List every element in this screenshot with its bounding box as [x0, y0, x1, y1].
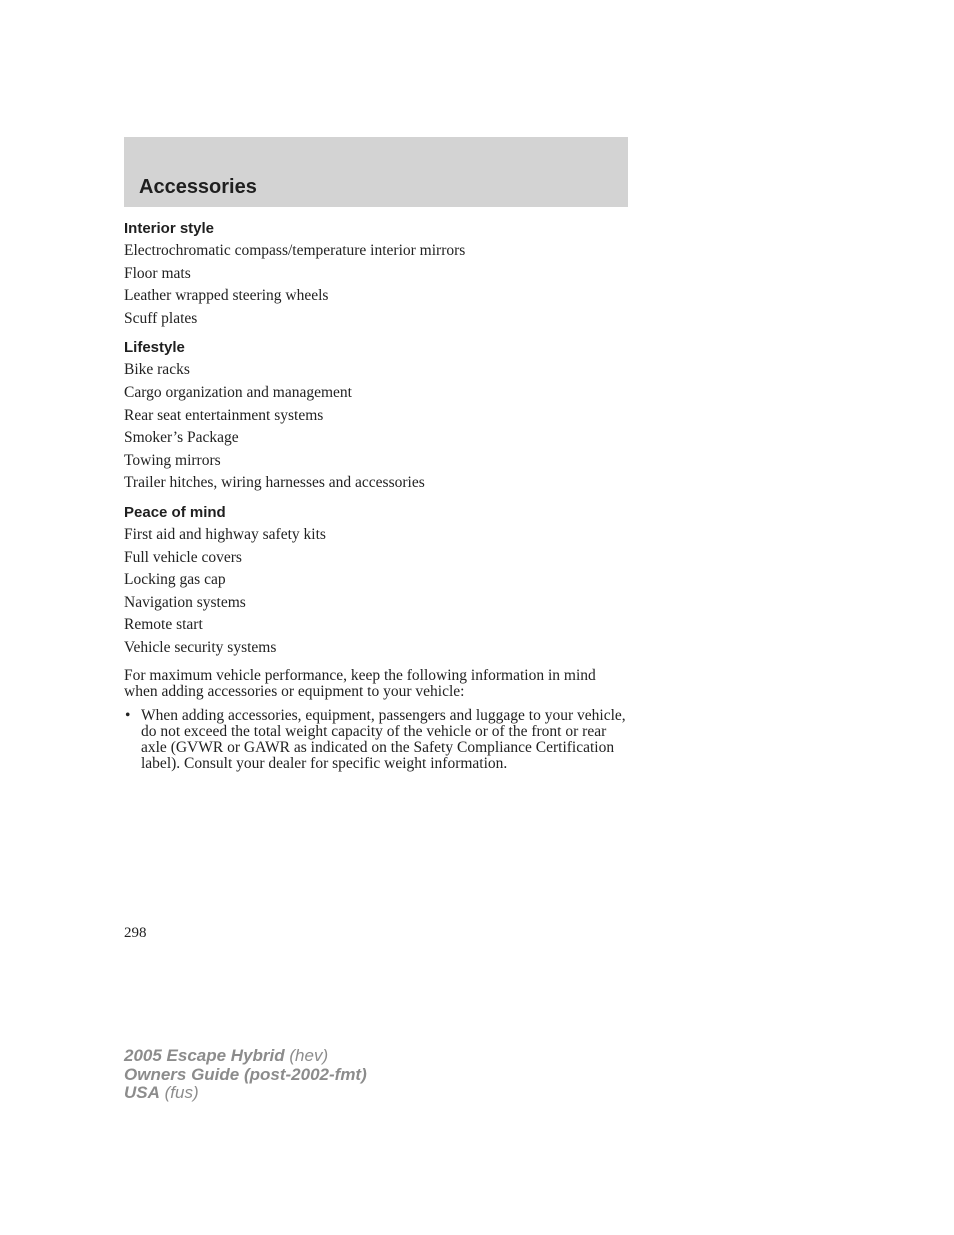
section-lifestyle	[124, 337, 629, 495]
list-item: Smoker’s Package	[124, 429, 239, 447]
page-title: Accessories	[139, 176, 257, 198]
list-item: Trailer hitches, wiring harnesses and accessories	[124, 474, 425, 492]
list-item: Navigation systems	[124, 593, 246, 611]
intro-paragraph: For maximum vehicle performance, keep the following information in mind when adding accessories or equipment to your vehicle:	[124, 666, 596, 700]
section-heading: Lifestyle	[124, 339, 185, 357]
footer-market: USA	[124, 1083, 160, 1102]
footer-line-1	[124, 1047, 367, 1066]
list-item: Rear seat entertainment systems	[124, 406, 324, 424]
footer-model-code: (hev)	[289, 1046, 329, 1065]
section-peace-of-mind	[124, 502, 629, 660]
section-header-band	[124, 137, 628, 207]
footer-line-2	[124, 1066, 367, 1085]
list-item: First aid and highway safety kits	[124, 525, 326, 543]
list-item: Full vehicle covers	[124, 548, 242, 566]
footer-market-code: (fus)	[164, 1083, 199, 1102]
section-heading: Peace of mind	[124, 503, 226, 521]
list-item: Electrochromatic compass/temperature interior mirrors	[124, 242, 466, 259]
bullet-icon: •	[125, 706, 131, 724]
section-heading: Interior style	[124, 220, 215, 237]
section-interior-style	[124, 218, 629, 330]
footer-model: 2005 Escape Hybrid	[124, 1046, 285, 1065]
list-item: Vehicle security systems	[124, 638, 277, 656]
bullet-item	[124, 708, 629, 773]
list-item: Bike racks	[124, 361, 190, 379]
list-item: Locking gas cap	[124, 571, 226, 589]
main-content	[124, 218, 629, 773]
bullet-text: When adding accessories, equipment, passengers and luggage to your vehicle, do not exceed the total weight capacity of the vehicle or of the front or rear axle (GVWR or GAWR as indicated on the Safety Compliance Certification label). Consult your dealer for specific weight information.	[141, 706, 626, 773]
list-item: Leather wrapped steering wheels	[124, 287, 329, 305]
footer-line-3	[124, 1084, 367, 1103]
list-item: Towing mirrors	[124, 451, 221, 469]
list-item: Scuff plates	[124, 309, 198, 327]
list-item: Cargo organization and management	[124, 383, 352, 401]
footer-guide: Owners Guide (post-2002-fmt)	[124, 1064, 367, 1084]
document-footer	[124, 1047, 367, 1103]
list-item: Remote start	[124, 616, 203, 634]
page-number: 298	[124, 925, 147, 941]
list-item: Floor mats	[124, 264, 191, 282]
